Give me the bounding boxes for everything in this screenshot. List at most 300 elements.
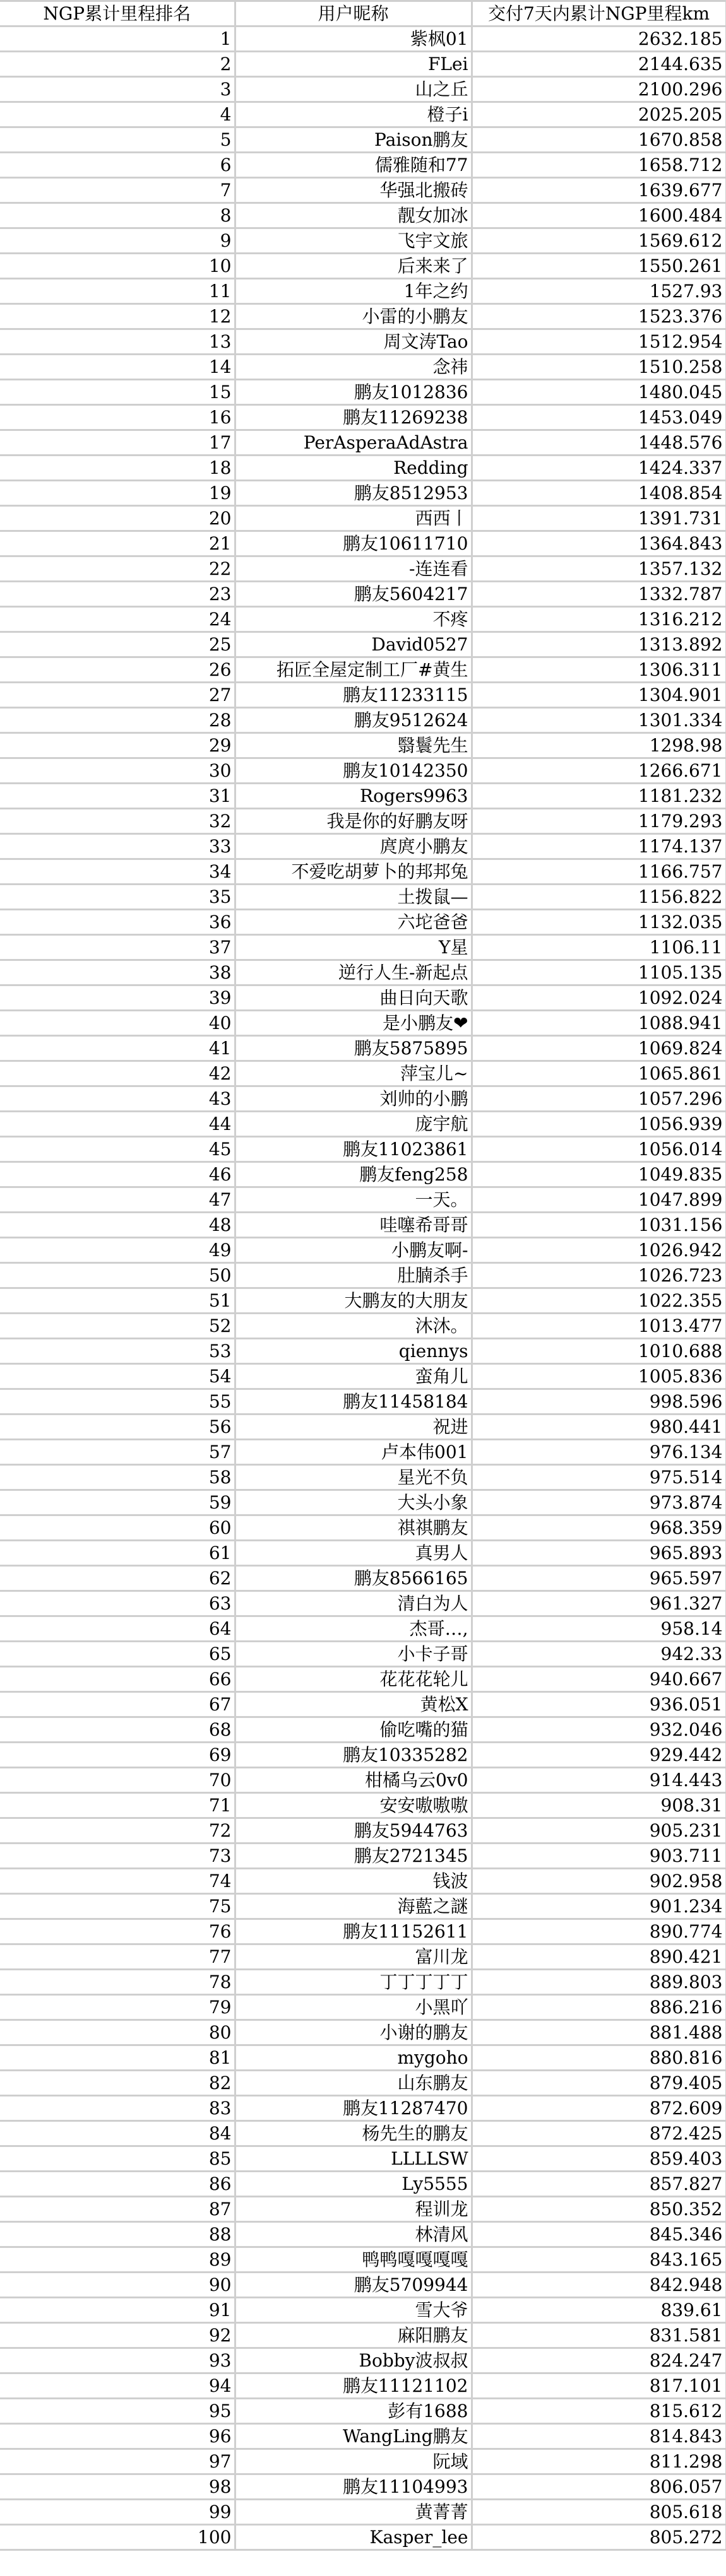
table-row (0, 1894, 726, 1919)
table-row (0, 1263, 726, 1288)
mileage-cell: 857.827 (472, 2172, 726, 2197)
nickname-cell: 是小鹏友❤ (235, 1011, 472, 1036)
mileage-cell: 817.101 (472, 2373, 726, 2399)
mileage-cell: 1056.014 (472, 1137, 726, 1162)
mileage-cell: 1010.688 (472, 1339, 726, 1364)
nickname-cell: 花花花轮儿 (235, 1667, 472, 1692)
rank-cell: 75 (0, 1894, 235, 1919)
rank-cell: 74 (0, 1869, 235, 1894)
table-row (0, 733, 726, 758)
mileage-cell: 1105.135 (472, 960, 726, 985)
rank-cell: 19 (0, 481, 235, 506)
rank-cell: 96 (0, 2424, 235, 2449)
nickname-cell: 土拨鼠— (235, 885, 472, 910)
table-row (0, 1112, 726, 1137)
rank-cell: 97 (0, 2449, 235, 2474)
rank-cell: 60 (0, 1515, 235, 1541)
rank-cell: 44 (0, 1112, 235, 1137)
nickname-cell: 曲日向天歌 (235, 985, 472, 1011)
table-row (0, 481, 726, 506)
table-row (0, 1793, 726, 1818)
table-row (0, 683, 726, 708)
rank-cell: 37 (0, 935, 235, 960)
nickname-cell: 橙子i (235, 102, 472, 127)
table-row (0, 1995, 726, 2020)
mileage-cell: 1658.712 (472, 153, 726, 178)
nickname-cell: 鹏友10335282 (235, 1743, 472, 1768)
nickname-cell: 我是你的好鹏友呀 (235, 809, 472, 834)
rank-cell: 4 (0, 102, 235, 127)
mileage-cell: 1639.677 (472, 178, 726, 203)
table-row (0, 430, 726, 456)
mileage-cell: 1106.11 (472, 935, 726, 960)
rank-cell: 42 (0, 1061, 235, 1086)
nickname-cell: 彭有1688 (235, 2399, 472, 2424)
mileage-cell: 1174.137 (472, 834, 726, 859)
mileage-cell: 961.327 (472, 1591, 726, 1616)
rank-cell: 5 (0, 127, 235, 153)
table-row (0, 632, 726, 657)
nickname-cell: 小鹏友啊- (235, 1238, 472, 1263)
mileage-cell: 1026.723 (472, 1263, 726, 1288)
mileage-cell: 1056.939 (472, 1112, 726, 1137)
rank-cell: 6 (0, 153, 235, 178)
mileage-cell: 1391.731 (472, 506, 726, 531)
table-row (0, 2197, 726, 2222)
table-row (0, 2146, 726, 2172)
nickname-cell: Redding (235, 456, 472, 481)
table-row (0, 2298, 726, 2323)
rank-cell: 21 (0, 531, 235, 556)
table-row (0, 859, 726, 885)
header-row (0, 1, 726, 26)
nickname-cell: 大鹏友的大朋友 (235, 1288, 472, 1314)
table-row (0, 1011, 726, 1036)
nickname-cell: 小谢的鹏友 (235, 2020, 472, 2045)
nickname-cell: 逆行人生-新起点 (235, 960, 472, 985)
nickname-cell: 鹏友2721345 (235, 1844, 472, 1869)
mileage-cell: 1049.835 (472, 1162, 726, 1187)
table-row (0, 935, 726, 960)
table-row (0, 1187, 726, 1213)
table-row (0, 607, 726, 632)
mileage-cell: 859.403 (472, 2146, 726, 2172)
rank-cell: 93 (0, 2348, 235, 2373)
rank-cell: 39 (0, 985, 235, 1011)
nickname-cell: 山之丘 (235, 77, 472, 102)
table-row (0, 329, 726, 355)
nickname-cell: 周文涛Tao (235, 329, 472, 355)
nickname-cell: qiennys (235, 1339, 472, 1364)
table-row (0, 203, 726, 228)
rank-cell: 79 (0, 1995, 235, 2020)
rank-cell: 28 (0, 708, 235, 733)
rank-cell: 66 (0, 1667, 235, 1692)
nickname-cell: 华强北搬砖 (235, 178, 472, 203)
table-row (0, 2273, 726, 2298)
table-row (0, 1440, 726, 1465)
rank-cell: 50 (0, 1263, 235, 1288)
mileage-cell: 914.443 (472, 1768, 726, 1793)
mileage-cell: 973.874 (472, 1490, 726, 1515)
table-row (0, 2373, 726, 2399)
nickname-cell: 祝进 (235, 1414, 472, 1440)
mileage-cell: 881.488 (472, 2020, 726, 2045)
mileage-cell: 872.425 (472, 2121, 726, 2146)
mileage-cell: 1088.941 (472, 1011, 726, 1036)
header-rank: NGP累计里程排名 (0, 1, 235, 26)
table-row (0, 2399, 726, 2424)
mileage-cell: 905.231 (472, 1818, 726, 1844)
table-row (0, 1465, 726, 1490)
mileage-cell: 1304.901 (472, 683, 726, 708)
rank-cell: 38 (0, 960, 235, 985)
rank-cell: 29 (0, 733, 235, 758)
rank-cell: 1 (0, 26, 235, 52)
rank-cell: 55 (0, 1389, 235, 1414)
nickname-cell: 沐沐。 (235, 1314, 472, 1339)
mileage-cell: 1298.98 (472, 733, 726, 758)
nickname-cell: Y星 (235, 935, 472, 960)
table-row (0, 2071, 726, 2096)
rank-cell: 16 (0, 405, 235, 430)
rank-cell: 24 (0, 607, 235, 632)
nickname-cell: 鹏友11104993 (235, 2474, 472, 2500)
nickname-cell: 翳鬟先生 (235, 733, 472, 758)
table-row (0, 380, 726, 405)
rank-cell: 81 (0, 2045, 235, 2071)
table-row (0, 2096, 726, 2121)
table-row (0, 1869, 726, 1894)
table-row (0, 1490, 726, 1515)
table-row (0, 178, 726, 203)
mileage-cell: 839.61 (472, 2298, 726, 2323)
table-row (0, 2020, 726, 2045)
nickname-cell: 杨先生的鹏友 (235, 2121, 472, 2146)
mileage-cell: 1523.376 (472, 304, 726, 329)
mileage-cell: 1013.477 (472, 1314, 726, 1339)
mileage-cell: 1306.311 (472, 657, 726, 683)
table-row (0, 1944, 726, 1970)
nickname-cell: 麻阳鹏友 (235, 2323, 472, 2348)
mileage-cell: 2632.185 (472, 26, 726, 52)
nickname-cell: 后来来了 (235, 254, 472, 279)
nickname-cell: 雪大爷 (235, 2298, 472, 2323)
mileage-cell: 850.352 (472, 2197, 726, 2222)
nickname-cell: 儒雅随和77 (235, 153, 472, 178)
mileage-cell: 1266.671 (472, 758, 726, 784)
rank-cell: 58 (0, 1465, 235, 1490)
nickname-cell: 鹏友11023861 (235, 1137, 472, 1162)
rank-cell: 11 (0, 279, 235, 304)
rank-cell: 91 (0, 2298, 235, 2323)
rank-cell: 84 (0, 2121, 235, 2146)
nickname-cell: 钱波 (235, 1869, 472, 1894)
mileage-cell: 1408.854 (472, 481, 726, 506)
nickname-cell: 清白为人 (235, 1591, 472, 1616)
rank-cell: 64 (0, 1616, 235, 1642)
table-row (0, 1515, 726, 1541)
mileage-cell: 1156.822 (472, 885, 726, 910)
table-row (0, 1818, 726, 1844)
nickname-cell: 安安嗷嗷嗷 (235, 1793, 472, 1818)
mileage-cell: 879.405 (472, 2071, 726, 2096)
table-row (0, 1616, 726, 1642)
rank-cell: 99 (0, 2500, 235, 2525)
rank-cell: 63 (0, 1591, 235, 1616)
rank-cell: 83 (0, 2096, 235, 2121)
table-row (0, 1541, 726, 1566)
rank-cell: 3 (0, 77, 235, 102)
mileage-cell: 824.247 (472, 2348, 726, 2373)
mileage-cell: 929.442 (472, 1743, 726, 1768)
nickname-cell: 星光不负 (235, 1465, 472, 1490)
mileage-cell: 2025.205 (472, 102, 726, 127)
rank-cell: 95 (0, 2399, 235, 2424)
mileage-cell: 903.711 (472, 1844, 726, 1869)
nickname-cell: 鹏友11287470 (235, 2096, 472, 2121)
nickname-cell: 鹏友9512624 (235, 708, 472, 733)
nickname-cell: 真男人 (235, 1541, 472, 1566)
nickname-cell: 庞宇航 (235, 1112, 472, 1137)
rank-cell: 17 (0, 430, 235, 456)
nickname-cell: 程训龙 (235, 2197, 472, 2222)
rank-cell: 9 (0, 228, 235, 254)
nickname-cell: 鹏友5604217 (235, 582, 472, 607)
nickname-cell: Ly5555 (235, 2172, 472, 2197)
rank-cell: 88 (0, 2222, 235, 2247)
nickname-cell: 念祎 (235, 355, 472, 380)
table-row (0, 77, 726, 102)
table-row (0, 2424, 726, 2449)
rank-cell: 14 (0, 355, 235, 380)
table-row (0, 1364, 726, 1389)
mileage-cell: 980.441 (472, 1414, 726, 1440)
table-row (0, 985, 726, 1011)
mileage-cell: 965.597 (472, 1566, 726, 1591)
table-row (0, 405, 726, 430)
rank-cell: 12 (0, 304, 235, 329)
mileage-cell: 843.165 (472, 2247, 726, 2273)
table-row (0, 1314, 726, 1339)
table-row (0, 1768, 726, 1793)
table-row (0, 1844, 726, 1869)
rank-cell: 76 (0, 1919, 235, 1944)
nickname-cell: 蛮角儿 (235, 1364, 472, 1389)
rank-cell: 57 (0, 1440, 235, 1465)
table-row (0, 304, 726, 329)
nickname-cell: 哇噻希哥哥 (235, 1213, 472, 1238)
table-row (0, 834, 726, 859)
mileage-cell: 889.803 (472, 1970, 726, 1995)
nickname-cell: 庹庹小鹏友 (235, 834, 472, 859)
rank-cell: 85 (0, 2146, 235, 2172)
rank-cell: 54 (0, 1364, 235, 1389)
mileage-cell: 1179.293 (472, 809, 726, 834)
nickname-cell: Bobby波叔叔 (235, 2348, 472, 2373)
table-row (0, 355, 726, 380)
mileage-cell: 1047.899 (472, 1187, 726, 1213)
rank-cell: 87 (0, 2197, 235, 2222)
mileage-cell: 1600.484 (472, 203, 726, 228)
table-row (0, 2474, 726, 2500)
mileage-cell: 976.134 (472, 1440, 726, 1465)
nickname-cell: 鹏友11458184 (235, 1389, 472, 1414)
table-row (0, 1086, 726, 1112)
nickname-cell: 一天。 (235, 1187, 472, 1213)
table-row (0, 2045, 726, 2071)
rank-cell: 35 (0, 885, 235, 910)
table-row (0, 910, 726, 935)
rank-cell: 67 (0, 1692, 235, 1717)
table-row (0, 127, 726, 153)
table-row (0, 456, 726, 481)
mileage-cell: 1448.576 (472, 430, 726, 456)
table-row (0, 1692, 726, 1717)
table-row (0, 279, 726, 304)
rank-cell: 32 (0, 809, 235, 834)
mileage-cell: 831.581 (472, 2323, 726, 2348)
table-row (0, 809, 726, 834)
table-row (0, 2525, 726, 2550)
rank-cell: 49 (0, 1238, 235, 1263)
nickname-cell: 柑橘乌云0v0 (235, 1768, 472, 1793)
nickname-cell: 鹏友5875895 (235, 1036, 472, 1061)
table-row (0, 254, 726, 279)
table-row (0, 1389, 726, 1414)
header-nickname: 用户昵称 (235, 1, 472, 26)
nickname-cell: Paison鹏友 (235, 127, 472, 153)
nickname-cell: mygoho (235, 2045, 472, 2071)
rank-cell: 13 (0, 329, 235, 355)
mileage-cell: 1166.757 (472, 859, 726, 885)
nickname-cell: 富川龙 (235, 1944, 472, 1970)
table-row (0, 1238, 726, 1263)
table-body (0, 26, 726, 2550)
nickname-cell: 鹏友10611710 (235, 531, 472, 556)
table-row (0, 2323, 726, 2348)
nickname-cell: 祺祺鹏友 (235, 1515, 472, 1541)
rank-cell: 15 (0, 380, 235, 405)
nickname-cell: 鹏友1012836 (235, 380, 472, 405)
mileage-cell: 1031.156 (472, 1213, 726, 1238)
rank-cell: 86 (0, 2172, 235, 2197)
mileage-cell: 998.596 (472, 1389, 726, 1414)
rank-cell: 7 (0, 178, 235, 203)
nickname-cell: 鹏友8512953 (235, 481, 472, 506)
table-row (0, 708, 726, 733)
nickname-cell: 小卡子哥 (235, 1642, 472, 1667)
nickname-cell: 1年之约 (235, 279, 472, 304)
rank-cell: 8 (0, 203, 235, 228)
nickname-cell: 黄菁菁 (235, 2500, 472, 2525)
rank-cell: 43 (0, 1086, 235, 1112)
mileage-cell: 1026.942 (472, 1238, 726, 1263)
table-row (0, 2222, 726, 2247)
rank-cell: 52 (0, 1314, 235, 1339)
nickname-cell: 鹏友5709944 (235, 2273, 472, 2298)
mileage-cell: 965.893 (472, 1541, 726, 1566)
rank-cell: 78 (0, 1970, 235, 1995)
mileage-cell: 1527.93 (472, 279, 726, 304)
header-mileage: 交付7天内累计NGP里程km (472, 1, 726, 26)
rank-cell: 82 (0, 2071, 235, 2096)
rank-cell: 47 (0, 1187, 235, 1213)
nickname-cell: 鹏友feng258 (235, 1162, 472, 1187)
rank-cell: 45 (0, 1137, 235, 1162)
mileage-cell: 880.816 (472, 2045, 726, 2071)
mileage-cell: 1313.892 (472, 632, 726, 657)
table-row (0, 531, 726, 556)
table-row (0, 1036, 726, 1061)
rank-cell: 53 (0, 1339, 235, 1364)
nickname-cell: 鹏友10142350 (235, 758, 472, 784)
rank-cell: 48 (0, 1213, 235, 1238)
rank-cell: 98 (0, 2474, 235, 2500)
table-row (0, 1213, 726, 1238)
rank-cell: 92 (0, 2323, 235, 2348)
rank-cell: 72 (0, 1818, 235, 1844)
mileage-cell: 890.774 (472, 1919, 726, 1944)
rank-cell: 73 (0, 1844, 235, 1869)
rank-cell: 62 (0, 1566, 235, 1591)
table-row (0, 1717, 726, 1743)
rank-cell: 56 (0, 1414, 235, 1440)
mileage-cell: 932.046 (472, 1717, 726, 1743)
rank-cell: 41 (0, 1036, 235, 1061)
table-row (0, 1566, 726, 1591)
nickname-cell: 萍宝儿~ (235, 1061, 472, 1086)
rank-cell: 46 (0, 1162, 235, 1187)
mileage-cell: 815.612 (472, 2399, 726, 2424)
nickname-cell: LLLLSW (235, 2146, 472, 2172)
table-row (0, 1642, 726, 1667)
nickname-cell: 杰哥…, (235, 1616, 472, 1642)
mileage-cell: 845.346 (472, 2222, 726, 2247)
rank-cell: 70 (0, 1768, 235, 1793)
rank-cell: 18 (0, 456, 235, 481)
nickname-cell: 鹏友8566165 (235, 1566, 472, 1591)
mileage-cell: 805.618 (472, 2500, 726, 2525)
nickname-cell: 小雷的小鹏友 (235, 304, 472, 329)
mileage-cell: 958.14 (472, 1616, 726, 1642)
nickname-cell: 飞宇文旅 (235, 228, 472, 254)
mileage-cell: 805.272 (472, 2525, 726, 2550)
mileage-cell: 842.948 (472, 2273, 726, 2298)
nickname-cell: -连连看 (235, 556, 472, 582)
mileage-cell: 908.31 (472, 1793, 726, 1818)
rank-cell: 71 (0, 1793, 235, 1818)
rank-cell: 26 (0, 657, 235, 683)
rank-cell: 30 (0, 758, 235, 784)
table-row (0, 1162, 726, 1187)
nickname-cell: David0527 (235, 632, 472, 657)
table-row (0, 2500, 726, 2525)
nickname-cell: 鹏友11121102 (235, 2373, 472, 2399)
rank-cell: 25 (0, 632, 235, 657)
nickname-cell: 靓女加冰 (235, 203, 472, 228)
mileage-cell: 1512.954 (472, 329, 726, 355)
nickname-cell: Kasper_lee (235, 2525, 472, 2550)
nickname-cell: 卢本伟001 (235, 1440, 472, 1465)
nickname-cell: 大头小象 (235, 1490, 472, 1515)
nickname-cell: 鹏友11233115 (235, 683, 472, 708)
rank-cell: 68 (0, 1717, 235, 1743)
rank-cell: 65 (0, 1642, 235, 1667)
nickname-cell: 肚腩杀手 (235, 1263, 472, 1288)
mileage-cell: 811.298 (472, 2449, 726, 2474)
rank-cell: 89 (0, 2247, 235, 2273)
